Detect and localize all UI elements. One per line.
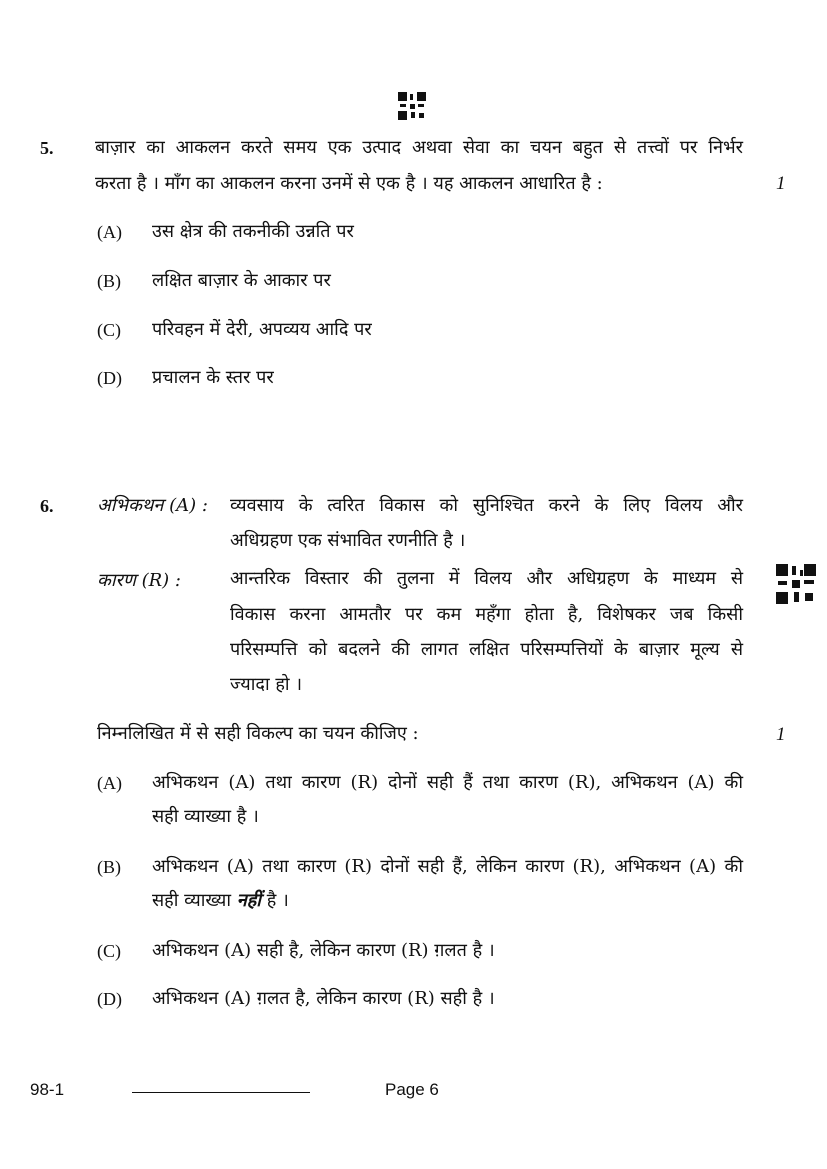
- question-6-marks: 1: [776, 724, 786, 745]
- reason-line-1: आन्तरिक विस्तार की तुलना में विलय और अधिग्रहण के माध्यम से: [230, 568, 743, 589]
- footer-divider: [132, 1092, 310, 1093]
- q6-option-b-line-2-pre: सही व्याख्या: [152, 890, 231, 911]
- q5-option-c-text: परिवहन में देरी, अपव्यय आदि पर: [152, 319, 372, 340]
- q5-option-a-text: उस क्षेत्र की तकनीकी उन्नति पर: [152, 221, 354, 242]
- q6-option-b-emphasis: नहीं: [236, 890, 261, 911]
- q6-option-b-label: (B): [97, 857, 121, 877]
- q5-option-a-label: (A): [97, 222, 122, 242]
- assertion-label: अभिकथन (A) :: [97, 495, 208, 516]
- q6-option-a-label: (A): [97, 773, 122, 793]
- question-5-text-line-2: करता है । माँग का आकलन करना उनमें से एक है । यह आकलन आधारित है :: [95, 173, 603, 194]
- q6-option-a-line-1: अभिकथन (A) तथा कारण (R) दोनों सही हैं तथा कारण (R), अभिकथन (A) की: [152, 772, 743, 793]
- q6-option-c-text: अभिकथन (A) सही है, लेकिन कारण (R) ग़लत है ।: [152, 940, 495, 961]
- q6-option-d-text: अभिकथन (A) ग़लत है, लेकिन कारण (R) सही है ।: [152, 988, 495, 1009]
- q5-option-c-label: (C): [97, 320, 121, 340]
- q5-option-b-text: लक्षित बाज़ार के आकार पर: [152, 270, 331, 291]
- qr-code-icon: [398, 92, 426, 120]
- question-6-instruction: निम्नलिखित में से सही विकल्प का चयन कीजिए :: [97, 723, 419, 744]
- assertion-line-2: अधिग्रहण एक संभावित रणनीति है ।: [230, 530, 466, 551]
- q6-option-d-label: (D): [97, 989, 122, 1009]
- q6-option-b-line-2-post: है ।: [266, 890, 289, 911]
- question-5-marks: 1: [776, 173, 786, 194]
- q6-option-c-label: (C): [97, 941, 121, 961]
- paper-code: 98-1: [30, 1080, 65, 1099]
- reason-line-3: परिसम्पत्ति को बदलने की लागत लक्षित परिसम्पत्तियों के बाज़ार मूल्य से: [230, 639, 743, 660]
- assertion-line-1: व्यवसाय के त्वरित विकास को सुनिश्चित करने के लिए विलय और: [230, 495, 743, 516]
- q5-option-b-label: (B): [97, 271, 121, 291]
- q5-option-d-text: प्रचालन के स्तर पर: [152, 367, 274, 388]
- reason-line-4: ज्यादा हो ।: [230, 674, 303, 695]
- q6-option-b-line-1: अभिकथन (A) तथा कारण (R) दोनों सही हैं, लेकिन कारण (R), अभिकथन (A) की: [152, 856, 743, 877]
- question-5-number: 5.: [40, 138, 54, 158]
- reason-line-2: विकास करना आमतौर पर कम महँगा होता है, विशेषकर जब किसी: [230, 604, 743, 625]
- side-qr-code-icon: [776, 564, 816, 604]
- question-5-text-line-1: बाज़ार का आकलन करते समय एक उत्पाद अथवा सेवा का चयन बहुत से तत्त्वों पर निर्भर: [95, 137, 743, 158]
- q5-option-d-label: (D): [97, 368, 122, 388]
- reason-label: कारण (R) :: [97, 570, 181, 591]
- page-number: Page 6: [385, 1080, 439, 1099]
- question-6-number: 6.: [40, 496, 54, 516]
- q6-option-a-line-2: सही व्याख्या है ।: [152, 806, 259, 827]
- q6-option-b-line-2: [152, 889, 289, 913]
